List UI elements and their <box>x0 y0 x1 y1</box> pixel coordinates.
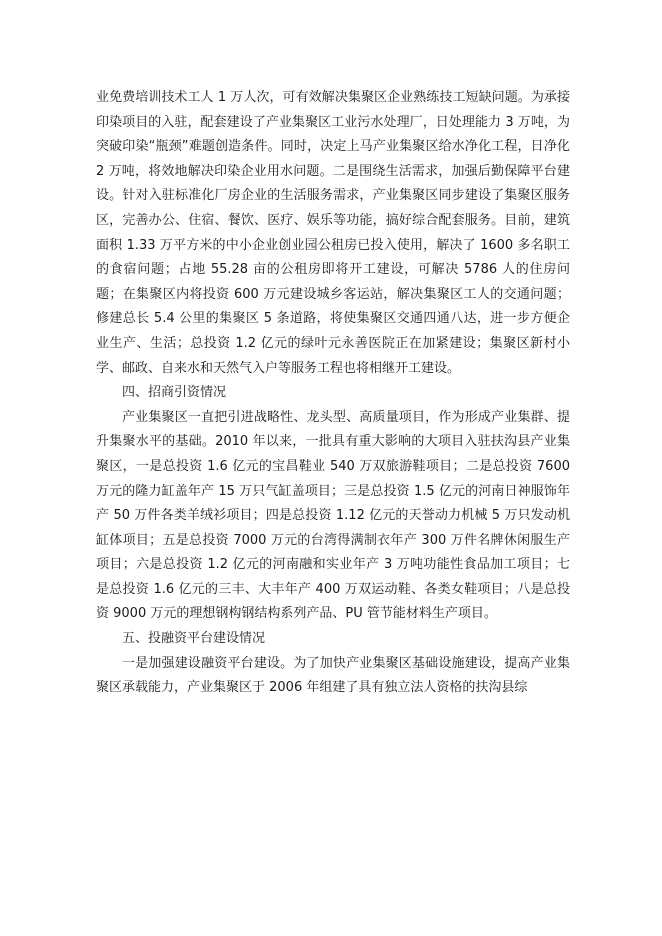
section-heading-financing-platform: 五、投融资平台建设情况 <box>122 631 266 647</box>
section-heading-investment-attraction: 四、招商引资情况 <box>122 385 227 401</box>
paragraph-financing-platform: 一是加强建设融资平台建设。为了加快产业集聚区基础设施建设，提高产业集聚区承载能力，产业集聚区于 2006 年组建了具有独立法人资格的扶沟县综 <box>96 655 570 696</box>
document-body <box>96 86 570 701</box>
paragraph-investment-projects: 产业集聚区一直把引进战略性、龙头型、高质量项目，作为形成产业集群、提升集聚水平的基础。2010 年以来，一批具有重大影响的大项目入驻扶沟县产业集聚区，一是总投资 1.6 亿元的宝昌鞋业 540 万双旅游鞋项目；二是总投资 7600 万元的隆力缸盖年产 15 万只气缸盖项目；三是总投资 1.5 亿元的河南日神服饰年产 50 万件各类羊绒衫项目；四是总投资 1.12 亿元的天誉动力机械 5 万只发动机缸体项目；五是总投资 7000 万元的台湾得满制衣年产 300 万件名牌休闲服生产项目；六是总投资 1.2 亿元的河南融和实业年产 3 万吨功能性食品加工项目；七是总投资 1.6 亿元的三丰、大丰年产 400 万双运动鞋、各类女鞋项目；八是总投资 9000 万元的理想钢构钢结构系列产品、PU 管节能材料生产项目。 <box>96 409 570 622</box>
paragraph-infrastructure-continuation: 业免费培训技术工人 1 万人次，可有效解决集聚区企业熟练技工短缺问题。为承接印染项目的入驻，配套建设了产业集聚区工业污水处理厂，日处理能力 3 万吨，为突破印染“瓶颈”难题创造条件。同时，决定上马产业集聚区给水净化工程，日净化 2 万吨，将效地解决印染企业用水问题。二是围绕生活需求，加强后勤保障平台建设。针对入驻标准化厂房企业的生活服务需求，产业集聚区同步建设了集聚区服务区，完善办公、住宿、餐饮、医疗、娱乐等功能，搞好综合配套服务。目前，建筑面积 1.33 万平方米的中小企业创业园公租房已投入使用，解决了 1600 多名职工的食宿问题；占地 55.28 亩的公租房即将开工建设，可解决 5786 人的住房问题；在集聚区内将投资 600 万元建设城乡客运站，解决集聚区工人的交通问题；修建总长 5.4 公里的集聚区 5 条道路，将使集聚区交通四通八达，进一步方便企业生产、生活；总投资 1.2 亿元的绿叶元永善医院正在加紧建设；集聚区新村小学、邮政、自来水和天然气入户等服务工程也将相继开工建设。 <box>96 90 570 376</box>
